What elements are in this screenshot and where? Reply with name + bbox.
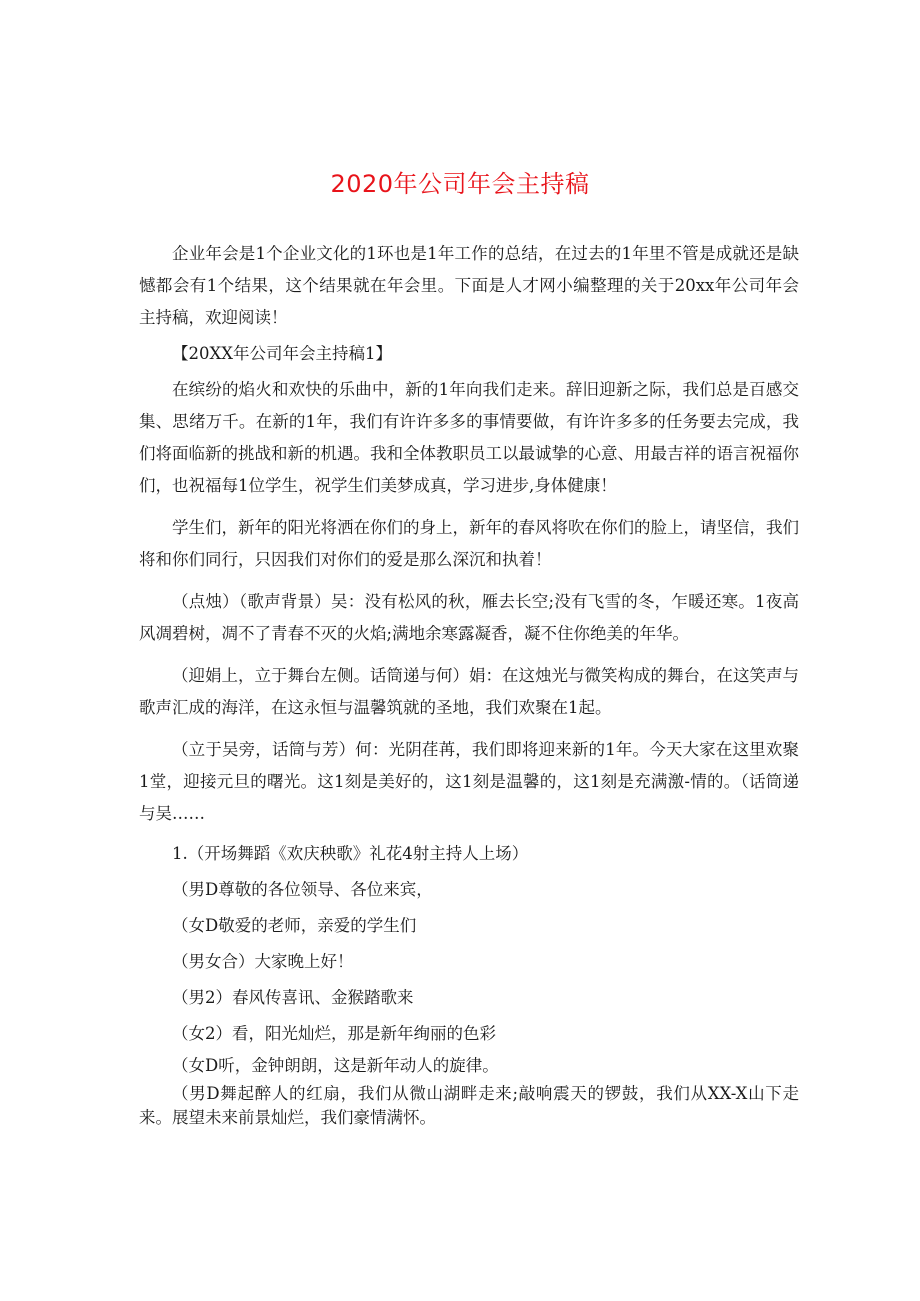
paragraph-he: （立于吴旁，话筒与芳）何：光阴荏苒，我们即将迎来新的1年。今天大家在这里欢聚1堂，迎接元旦的曙光。这1刻是美好的，这1刻是温馨的，这1刻是充满激-情的。（话筒递与吴…… bbox=[139, 740, 799, 823]
paragraph-students: 学生们，新年的阳光将洒在你们的身上，新年的春风将吹在你们的脸上，请坚信，我们将和你们同行，只因我们对你们的爱是那么深沉和执着！ bbox=[139, 518, 799, 569]
line-female-1: （女D敬爱的老师，亲爱的学生们 bbox=[172, 916, 417, 935]
line-female-3: （女D听，金钟朗朗，这是新年动人的旋律。 bbox=[172, 1056, 499, 1075]
section-heading: 【20XX年公司年会主持稿1】 bbox=[172, 344, 392, 363]
paragraph-intro: 企业年会是1个企业文化的1环也是1年工作的总结，在过去的1年里不管是成就还是缺憾都会有1个结果，这个结果就在年会里。下面是人才网小编整理的关于20xx年公司年会主持稿，欢迎阅读！ bbox=[139, 244, 799, 327]
line-male-3: （男D舞起醉人的红扇，我们从微山湖畔走来;敲响震天的锣鼓，我们从XX-X山下走来。展望未来前景灿烂，我们豪情满怀。 bbox=[139, 1084, 799, 1127]
line-male-2: （男2）春风传喜讯、金猴踏歌来 bbox=[172, 988, 414, 1007]
list-item-opening-dance: 1.（开场舞蹈《欢庆秧歌》礼花4射主持人上场） bbox=[172, 844, 529, 863]
paragraph-candle: （点烛）（歌声背景）吴：没有松风的秋，雁去长空;没有飞雪的冬，乍暖还寒。1夜高风凋碧树，凋不了青春不灭的火焰;满地余寒露凝香，凝不住你绝美的年华。 bbox=[139, 592, 799, 643]
paragraph-juan: （迎娟上，立于舞台左侧。话筒递与何）娟：在这烛光与微笑构成的舞台，在这笑声与歌声汇成的海洋，在这永恒与温馨筑就的圣地，我们欢聚在1起。 bbox=[139, 666, 799, 717]
line-together: （男女合）大家晚上好！ bbox=[172, 952, 354, 971]
paragraph-opening: 在缤纷的焰火和欢快的乐曲中，新的1年向我们走来。辞旧迎新之际，我们总是百感交集、思绪万千。在新的1年，我们有许许多多的事情要做，有许许多多的任务要去完成，我们将面临新的挑战和新的机遇。我和全体教职员工以最诚挚的心意、用最吉祥的语言祝福你们，也祝福每1位学生，祝学生们美梦成真，学习进步,身体健康！ bbox=[139, 380, 799, 495]
line-male-1: （男D尊敬的各位领导、各位来宾， bbox=[172, 880, 433, 899]
document-body bbox=[139, 238, 799, 1130]
document-title: 2020年公司年会主持稿 bbox=[330, 170, 590, 198]
line-female-2: （女2）看，阳光灿烂，那是新年绚丽的色彩 bbox=[172, 1024, 496, 1043]
